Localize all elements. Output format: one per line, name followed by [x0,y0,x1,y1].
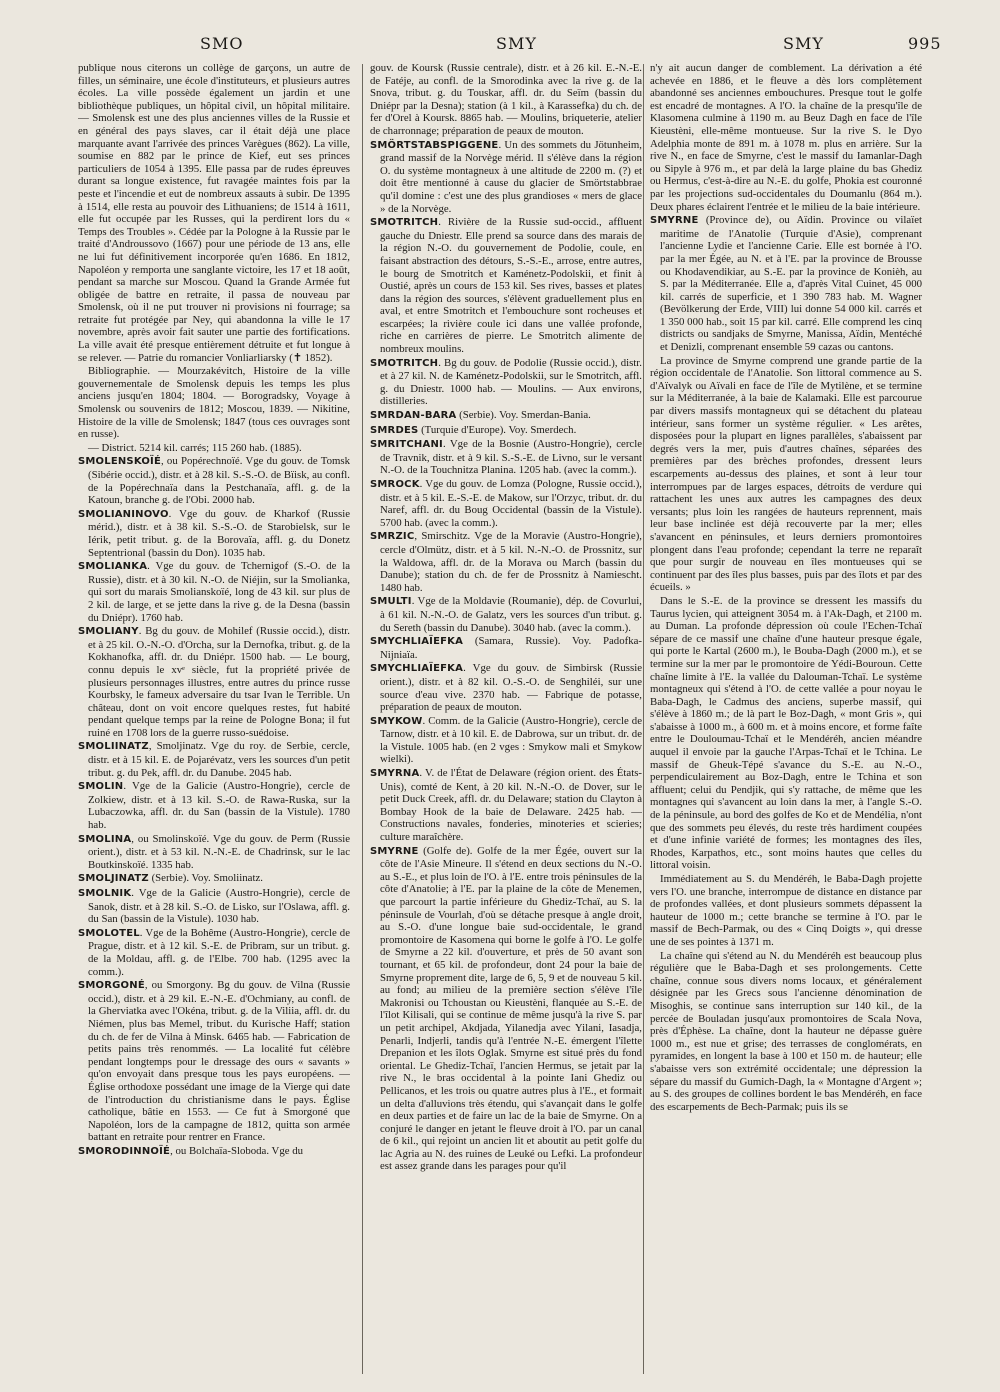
text-column-center [370,62,642,1374]
running-header [0,34,1000,58]
entry-text: , ou Bolchaïa-Sloboda. Vge du [170,1144,304,1157]
dictionary-entry [370,845,642,1173]
dictionary-entry [78,560,350,624]
dictionary-entry [370,662,642,713]
entry-headword: SMOLIANY [78,626,139,638]
entry-text: . Vge de la Galicie (Austro-Hongrie), cercle de Sanok, distr. et à 28 kil. S.-O. de Lisko, sur l'Oslawa, affl. g. du San (bassin de la Vistule). 1030 hab. [88,887,350,926]
entry-text: . Vge de la Galicie (Austro-Hongrie), cercle de Zolkiew, distr. et à 13 kil. S.-O. de Rawa-Ruska, sur la Lubaczowka, affl. dr. du San (bassin de la Vistule). 1780 hab. [88,780,350,832]
entry-headword: SMOLIANINOVO [78,508,169,520]
dictionary-entry [370,139,642,216]
entry-text: . Un des sommets du Jötunheim, grand massif de la Norvège mérid. Il s'élève dans la région O. du système montagneux à une altitude de 2200 m. (?) et doit être mentionné à cause du glacier de Smörtstabbrae qu'il domine : c'est une des plus grandioses « mers de glace » de la Norvège. [380,138,642,215]
page-number: 995 [908,34,942,53]
dictionary-entry [78,872,350,886]
dictionary-entry [78,625,350,739]
dictionary-entry [370,424,642,438]
entry-headword: SMRDES [370,424,419,436]
entry-headword: SMOLIINATZ [78,741,149,753]
dictionary-entry [78,887,350,926]
dictionary-entry [650,214,922,354]
entry-headword: SMRZIC [370,531,415,543]
body-paragraph: Immédiatement au S. du Mendéréh, le Baba-Dagh projette vers l'O. une branche, interrompue de distance en distance par de profondes vallées, et dont plusieurs sommets dépassent la hauteur de 1000 m.; cette branche se termine à l'O. par le massif de Bech-Parmak, ou des « Cinq Doigts », qui dresse une de ses pointes à 1371 m. [650,873,922,948]
continued-paragraph: publique nous citerons un collège de garçons, un autre de filles, un séminaire, une école d'instituteurs, et plusieurs autres écoles. La ville possède également un jardin et une bibliothèque publiques, un hôpital civil, un hôpital militaire. — Smolensk est une des plus anciennes villes de la Russie et en général des pays slaves, car il était déjà une place marquante avant l'arrivée des princes Varègues (862). La ville, soumise en 882 par le prince de Kief, eut ses princes particuliers de 1054 à 1395. Elle passa par de rudes épreuves durant sa longue existence, fut ravagée maintes fois par la peste et l'incendie et eut de nombreux assauts à subir. De 1395 à 1514, elle resta au pouvoir des Lithuaniens; de 1514 à 1611, elle fut occupée par les Russes, qui la perdirent lors du « Temps des Troubles ». Cédée par la Pologne à la Russie par le traité d'Androussovo (1667) pour une période de 13 ans, elle ne lui fut définitivement incorporée qu'en 1686. En 1812, Napoléon y remporta une sanglante victoire, les 17 et 18 août, pendant sa marche sur Moscou. Quand la Grande Armée fut obligée de battre en retraite, il passa de nouveau par Smolensk, où il ne put trouver ni provisions ni fourrage; sa retraite fut protégée par Ney, qui abandonna la ville le 17 novembre, après avoir fait sauter une partie des fortifications. La ville avait été presque entièrement détruite et fut longue à se relever. — Patrie du romancier Vonliarliarsky (✝ 1852). [78,62,350,364]
entry-headword: SMÖRTSTABSPIGGENE [370,139,499,151]
entry-text: , Smoljinatz. Vge du roy. de Serbie, cercle, distr. et à 15 kil. E. de Pojarévatz, vers les sources d'un petit tribut. g. du Pek, affl. dr. du Danube. 2045 hab. [88,740,350,779]
entry-headword: SMYKOW [370,715,423,727]
entry-text: . Vge de la Moldavie (Roumanie), dép. de Covurlui, à 61 kil. N.-N.-O. de Galatz, vers les sources d'un tribut. g. du Sereth (bassin du Danube). 3040 hab. (avec la comm.). [380,595,642,634]
entry-text: . Vge du gouv. de Lomza (Pologne, Russie occid.), distr. et à 5 kil. E.-S.-E. de Makow, sur l'Orzyc, tribut. dr. du Naref, affl. dr. du Boug Occidental (bassin de la Vistule). 5700 hab. (avec la comm.). [380,478,642,529]
entry-text: . Vge de la Bosnie (Austro-Hongrie), cercle de Travnik, distr. et à 9 kil. S.-S.-E. de Livno, sur le versant N.-O. de la Touchnitza Planina. 1205 hab. (avec la comm.). [380,438,642,477]
body-paragraph: Dans le S.-E. de la province se dressent les massifs du Taurus lycien, qui atteignent 3054 m. à l'Ak-Dagh, et 2100 m. au Duman. La profonde dépression où coule l'Echen-Tchaï sépare de ce massif une chaîne d'une hauteur presque égale, qui porte le Kartal (2600 m.), le Bouba-Dagh (2000 m.), et se termine sur la mer par le promontoire de Yédi-Bouroun. Cette chaîne limite à l'E. la vallée du Dalouman-Tchaï. Le système montagneux qui s'étend à l'O. de cette vallée a pour noyau le Baba-Dagh, le Cadmus des anciens, superbe massif, qui s'élève à 1860 m.; de là part le Boz-Dagh, « mont Gris », qui s'abaisse à 1000 m., à 600 m. et à moins encore, et forme faîte entre le Douloumau-Tchaï et le Mendéréh, ancien méandre auquel il envoie par la gauche l'Arpas-Tchaï et le Tchina. Le massif de Gheuk-Tépé s'avance du S.-E. au N.-O., perpendiculairement au Boz-Dagh, entre le Tchina et son affluent; celui du Pendjik, qui s'y rattache, de même que les montagnes qui s'avancent au loin dans la mer, à l'angle S.-O. de la péninsule, au bord des golfes de Ko et de Mendélia, n'ont que des sommets peu élevés, du reste très hardiment coupées et d'une infinie variété de formes; les montagnes des îles, Rhodes, Karpathos, etc., sont moins hautes que celles du littoral voisin. [650,594,922,872]
continued-paragraph: n'y ait aucun danger de comblement. La dérivation a été achevée en 1886, et le fleuve a dès lors complètement abandonné ses anciennes embouchures. Presque tout le golfe est encadré de montagnes. A l'O. la chaîne de la presqu'île de Klasomena culmine à 1190 m. au Beuz Dagh en face de l'île Kieustèni, elle-même montueuse. Sur la rive S. le Dyo Adelphia monte de 891 m. à 1078 m. plus en arrière. Sur la rive N., en face de Smyrne, c'est le massif du Iamanlar-Dagh ou Sipyle à 976 m., et par delà la large plaine du bas Ghediz ou Hermus, c'est-à-dire au N.-E. du golfe, Phokia est couronné par les projections sud-occidentales du Doumanlu (864 m.). Deux phares éclairent l'entrée et le milieu de la baie intérieure. [650,62,922,213]
entry-headword: SMULTI [370,596,412,608]
entry-text: . Bg du gouv. de Mohilef (Russie occid.), distr. et à 25 kil. O.-N.-O. d'Orcha, sur la Dernofka, tribut. g. de la Kokhanofka, affl. dr. du Dniépr. 1500 hab. — Le bourg, connu depuis le xvᵉ siècle, fut la propriété privée de plusieurs personnages illustres, entre autres du prince russe Kourbsky, le fameux adversaire du tsar Ivan le Terrible. Un château, dont on voit encore quelques restes, fut habité pendant quelque temps par la reine de Pologne Bona; il fut ruiné en 1708 lors de la guerre russo-suédoise. [88,625,350,739]
dictionary-entry [78,740,350,779]
text-column-left [78,62,350,1374]
text-column-right [650,62,922,1374]
entry-headword: SMYCHLIAÏEFKA [370,663,464,675]
dictionary-entry [370,478,642,529]
entry-text: (Golfe de). Golfe de la mer Égée, ouvert sur la côte de l'Asie Mineure. Il s'étend en deux sections du N.-O. au S.-E., et plus loin de l'O. à l'E. entre trois péninsules de la côte d'Anatolie; à l'E. par la plaine de la côte de Menemen, que parcourt la partie inférieure du Ghediz-Tchaï, au S. la péninsule de Vourlah, d'où se détache presque à angle droit, au S.-O. d'une longue baie sud-occidentale, le grand promontoire de Kasomena qui borne le golfe à l'O. Le golfe de Smyrne a 22 kil. d'ouverture, et près de 50 avant son tournant, et 65 kil. de profondeur, dont 24 pour la baie de Smyrne proprement dite, large de 6, 5, 9 et de nouveau 5 kil. au fond; au milieu de la première section s'élève l'île Makronisi ou Tchoustan ou Kieustèni, flanquée au S.-E. de l'îlot Kilisali, qui se continue de même jusqu'à la rive S. par un petit archipel, Akdjada, Yilanedja avec Yilani, Iasadja, Penarli, Indjerli, tandis qu'à l'entrée N.-E. émergent l'îlette Drepanion et les îlots Oglak. Smyrne est situé près du fond oriental. Le Ghediz-Tchaï, l'ancien Hermus, se jetait par la rive N., le bras occidental à la pointe Iani Ghediz ou Pellicanos, et les trois ou quatre autres plus à l'E., et formait un delta d'alluvions très étendu, qui s'avançait dans le golfe en deux parties et de faire un lac de la baie de Smyrne. On a conjuré le danger en jetant le fleuve droit à l'O. par un canal de 6 kil., qui rejoint un ancien lit et aboutit au petit golfe du lac Agria au N. des ruines de Leuké ou Lefki. La profondeur est assez grande dans les parages pour qu'il [380,844,642,1173]
dictionary-entry [370,715,642,766]
entry-text: . V. de l'État de Delaware (région orient. des États-Unis), comté de Kent, à 20 kil. N.-N.-O. de Dover, sur le petit Duck Creek, affl. dr. du Delaware; station du Clayton à Bombay Hook de la baie de Delaware. 2425 hab. — Constructions navales, fonderies, minoteries et scieries; culture maraîchère. [380,767,642,844]
entry-text: . Bg du gouv. de Podolie (Russie occid.), distr. et à 27 kil. N. de Kaménetz-Podolskii, sur le Smotritch, affl. g. du Dniestr. 1000 hab. — Moulins. — Aux environs, distilleries. [380,356,642,408]
dictionary-entry [370,357,642,408]
entry-text: . Comm. de la Galicie (Austro-Hongrie), cercle de Tarnow, distr. et à 10 kil. E. de Dabrowa, sur un tribut. dr. de la Vistule. 1005 hab. (en 2 vges : Smykow mali et Smykow wielki). [380,714,642,766]
body-paragraph: — District. 5214 kil. carrés; 115 260 hab. (1885). [88,441,302,454]
entry-headword: SMOLJINATZ [78,873,149,885]
entry-headword: SMOLNIK [78,888,132,899]
entry-headword: SMYRNE [370,845,419,857]
continued-paragraph: gouv. de Koursk (Russie centrale), distr. et à 26 kil. E.-N.-E. de Fatéje, au confl. de la Smorodinka avec la rive g. de la Snova, tribut. g. du Touskar, affl. dr. du Seïm (bassin du Dniépr par la Desna); station (à 1 kil., à Karassefka) du ch. de fer d'Orel à Koursk. 8865 hab. — Moulins, briqueterie, atelier de charronnage; préparation de peaux de mouton. [370,62,642,137]
entry-text: (Province de), ou Aïdin. Province ou vilaïet maritime de l'Anatolie (Turquie d'Asie), comprenant l'ancienne Lydie et l'ancienne Carie. Elle est bornée à l'O. par la mer Égée, au N. et à l'E. par la province de Brousse ou Khodavendikiar, au S.-E. par la province de Konièh, au S. par la Méditerranée. Elle a, d'après Vital Cuinet, 45 000 kil. carrés de superficie, et 1 390 783 hab. M. Wagner (Bevölkerung der Erde, VIII) lui donne 54 000 kil. carrés et 1 350 000 hab., soit 15 par kil. carré. Elle comprend les cinq districts ou sandjaks de Smyrne, Manissa, Aïdin, Mentéché et Denizli, comprenant ensemble 59 cazas ou cantons. [660,214,922,354]
entry-headword: SMOTRITCH [370,357,439,369]
dictionary-entry [370,595,642,634]
dictionary-entry [370,409,642,423]
entry-text: , ou Smolinskoïé. Vge du gouv. de Perm (Russie orient.), distr. et à 53 kil. N.-N.-E. de Chadrinsk, sur le lac Boutkinskoïé. 1335 hab. [88,832,350,871]
entry-headword: SMOLOTEL [78,927,140,939]
entry-text: (Serbie). Voy. Smoliinatz. [148,872,263,885]
entry-text: . Rivière de la Russie sud-occid., affluent gauche du Dniestr. Elle prend sa source dans des marais de la région N.-O. du gouvernement de Podolie, coule, en faisant abstraction des détours, S.-S.-E., arrose, entre autres, le bourg de Smotritch et Kaménetz-Podolskii, et finit à Oustié, après un cours de 153 kil. Ses rives, basses et plates dans la région des sources, s'élèvent graduellement plus en aval, et entre Smotritch et l'embouchure sont rocheuses et escarpées; la rivière coule ici dans une vallée profonde, riche en carrières de pierre. Le Smotritch alimente de nombreux moulins. [380,216,642,356]
entry-headword: SMORGONÉ [78,980,145,992]
dictionary-entry [370,635,642,661]
dictionary-entry [78,1145,350,1159]
entry-headword: SMROCK [370,479,420,490]
entry-headword: SMOLIN [78,781,124,793]
dictionary-entry [78,927,350,978]
body-paragraph: La chaîne qui s'étend au N. du Mendéréh est beaucoup plus régulière que le Baba-Dagh et ses prolongements. Cette chaîne, connue sous divers noms locaux, et généralement désignée par les Grecs sous l'ancienne dénomination de Misoghis, se continue sans interruption sur 140 kil., de la percée de Bouladan jusqu'aux promontoires de Scala Nova, près d'Éphèse. La chaîne, dont la hauteur ne dépasse guère 1000 m., est nue et grise; des terrasses de conglomérats, en pyramides, en longent la base à 100 et 150 m. de hauteur; elle s'abaisse vers son extrémité occidentale; une dépression la sépare du massif du Gumich-Dagh, la « Montagne d'Argent »; au S. des groupes de collines bordent le bas Mendéréh, en face des escarpements de Bech-Parmak; puis ils se [650,949,922,1113]
dictionary-entry [370,216,642,356]
entry-headword: SMYRNE [650,215,699,227]
header-right-word: SMY [783,34,824,53]
entry-headword: SMOLINA [78,833,132,845]
dictionary-entry [370,767,642,844]
entry-headword: SMORODINNOÏÉ [78,1145,171,1157]
entry-headword: SMOLIANKA [78,561,148,573]
column-divider [362,64,363,1374]
dictionary-entry [78,979,350,1144]
entry-headword: SMYCHLIAÏEFKA [370,636,464,648]
entry-text: . Vge du gouv. de Simbirsk (Russie orient.), distr. et à 82 kil. O.-S.-O. de Senghiléi, sur une source d'eau vive. 2370 hab. — Fabrique de potasse, préparation de peaux de mouton. [380,662,642,714]
entry-headword: SMOTRITCH [370,217,439,229]
dictionary-entry [370,438,642,477]
entry-text: , Smirschitz. Vge de la Moravie (Austro-Hongrie), cercle d'Olmütz, distr. et à 5 kil. N.-N.-O. de Prossnitz, sur la Waldowa, affl. dr. de la Morava ou March (bassin du Danube); station du ch. de fer de Prossnitz à Namiescht. 1480 hab. [380,530,642,594]
entry-text: (Turquie d'Europe). Voy. Smerdech. [418,423,577,436]
entry-text: . Vge de la Bohême (Austro-Hongrie), cercle de Prague, distr. et à 12 kil. S.-E. de Pribram, sur un tribut. g. de la Moldau, affl. g. de l'Elbe. 700 hab. (1295 avec la comm.). [88,926,350,978]
dictionary-entry [78,508,350,559]
entry-text: , ou Popérechnoïé. Vge du gouv. de Tomsk (Sibérie occid.), distr. et à 28 kil. S.-S.-O. de Bïisk, au confl. de la Popérechnaïa dans la Pestchanaïa, affl. g. de la Katoun, branche g. de l'Obi. 2000 hab. [88,455,350,507]
header-left-word: SMO [200,34,244,53]
entry-headword: SMRITCHANI [370,439,443,451]
column-divider [643,64,644,1374]
entry-text: (Serbie). Voy. Smerdan-Bania. [456,409,591,422]
dictionary-entry [78,833,350,872]
entry-text: . Vge du gouv. de Tchernigof (S.-O. de la Russie), distr. et à 30 kil. N.-O. de Niéjin, sur la Smolianka, qui sort du marais Smolianskoïé, long de 43 kil. sur plus de 2 kil. de large, et se jette dans la rive g. de la Desna (bassin du Dniépr). 1760 hab. [88,560,350,624]
dictionary-entry [370,530,642,594]
entry-text: . Vge du gouv. de Kharkof (Russie mérid.), distr. et à 38 kil. S.-S.-O. de Starobielsk, sur le Iérik, petit tribut. g. de la Borovaïa, affl. g. du Donetz Septentrional (bassin du Don). 1035 hab. [88,507,350,559]
entry-headword: SMRDAN-BARA [370,410,457,422]
dictionary-entry [78,780,350,831]
header-center-word: SMY [496,34,537,53]
entry-text: (Samara, Russie). Voy. Padofka-Nijniaïa. [380,635,642,661]
body-paragraph: La province de Smyrne comprend une grande partie de la région occidentale de l'Anatolie. Son littoral commence au S. d'Aïvalyk ou Aïvali en face de l'île de Mytilène, et se termine sur la Méditerranée, à la baie de Kalamaki. Elle est parcourue par divers massifs montagneux qui se détachent du plateau intérieur, sans former un système régulier. « Les arêtes, disposées pour la plupart en lignes parallèles, s'abaissent par degrés vers la mer, puis d'autres chaînes, séparées des premières par des brèches profondes, dressent leurs escarpements au-dessus des plaines, et sont à leur tour interrompues par de larges espaces, détroits de verdure qui rattachent les unes aux autres les campagnes des deux versants; plus loin les rangées de hauteurs reprennent, mais leur base inclinée est déjà recouverte par la mer; elles s'avancent en péninsules, et leurs derniers promontoires plongent dans l'eau profonde; cependant la terre ne reparaît que pour surgir de nouveau en îles montueuses qui se continuent par des îles plus basses, puis par des îlots et par des écueils. » [650,354,922,594]
entry-headword: SMOLENSKOÏÉ [78,456,161,468]
entry-text: , ou Smorgony. Bg du gouv. de Vilna (Russie occid.), distr. et à 29 kil. E.-N.-E. d'Ochmiany, au confl. de la Gherviatka avec l'Okéna, tribut. g. de la Viliia, affl. dr. du Niémen, plus bas Memel, tribut. du Kurische Haff; station du ch. de fer de Vilna à Minsk. 6465 hab. — Fabrication de petits pains très renommés. — La localité fut célèbre pendant longtemps pour le dressage des ours « savants » qu'on envoyait dans presque tous les pays européens. — Église orthodoxe possédant une image de la Vierge qui date de l'introduction du christianisme dans le pays. Église catholique, bâtie en 1553. — Ce fut à Smorgoné que Napoléon, lors de la campagne de 1812, quitta son armée battant en retraite pour rentrer en France. [88,979,350,1144]
dictionary-entry [78,455,350,506]
entry-headword: SMYRNA [370,768,420,780]
body-paragraph: Bibliographie. — Mourzakévitch, Histoire de la ville gouvernementale de Smolensk depuis les temps les plus anciens jusqu'en 1804; 1804. — Borogradsky, Voyage à Smolensk ou souvenirs de 1812; Moscou, 1839. — Nikitine, Histoire de la ville de Smolensk; 1847 (tous ces ouvrages sont en russe). [78,365,350,441]
